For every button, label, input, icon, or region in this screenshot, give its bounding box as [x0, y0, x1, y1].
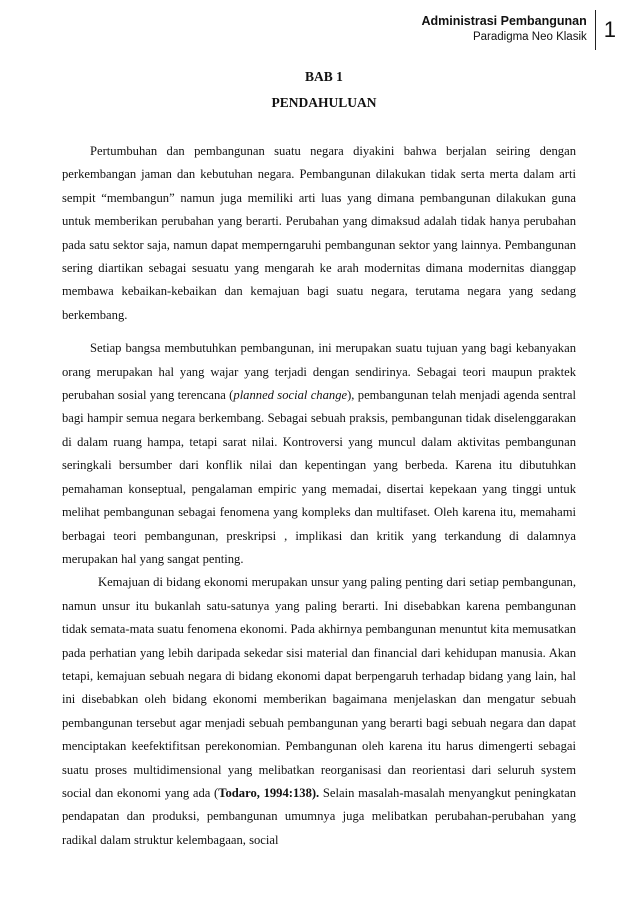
- paragraph-2: [62, 337, 576, 571]
- chapter-heading: [0, 64, 638, 116]
- header-subtitle: Paradigma Neo Klasik: [472, 31, 587, 43]
- paragraph-1: Pertumbuhan dan pembangunan suatu negara diyakini bahwa berjalan seiring dengan perkembangan jaman dan kebutuhan negara. Pembangunan dilakukan tidak serta merta dalam arti sempit “membangun” namun juga memiliki arti luas yang dimana pembangunan dilakukan guna untuk memberikan perubahan yang berarti. Perubahan yang dimaksud adalah tidak hanya perubahan pada satu sektor saja, namun dapat memperngaruhi pembangunan sektor yang lainnya. Pembangunan sering diartikan sebagai sesuatu yang mengarah ke arah modernitas dimana modernitas dianggap membawa kebaikan-kebaikan dan kemajuan bagi suatu negara, terutama negara yang sedang berkembang.: [62, 144, 576, 322]
- paragraph-3-citation: Todaro, 1994:138).: [218, 785, 320, 800]
- paragraph-3: [62, 571, 576, 852]
- chapter-title: PENDAHULUAN: [271, 95, 377, 110]
- paragraph-3-text-b: Selain masalah-masalah menyangkut peningkatan pendapatan dan produksi, pembangunan umumnya juga melibatkan perubahan-perubahan yang radikal dalam struktur kelembagaan, social: [62, 785, 576, 847]
- running-header: [421, 10, 616, 50]
- chapter-number: BAB 1: [305, 69, 343, 84]
- paragraph-2-text-a: Setiap bangsa membutuhkan pembangunan, ini merupakan suatu tujuan yang bagi kebanyakan orang merupakan hal yang wajar yang terjadi dengan sendirinya. Sebagai teori maupun praktek perubahan sosial yang terencana (: [62, 341, 576, 403]
- paragraph-2-italic-term: planned social change: [233, 388, 348, 403]
- paragraph-3-text-a: Kemajuan di bidang ekonomi merupakan unsur yang paling penting dari setiap pembangunan, namun unsur itu bukanlah satu-satunya yang paling berarti. Ini disebabkan karena pembangunan tidak semata-mata suatu fenomena ekonomi. Pada akhirnya pembangunan menuntut kita memusatkan pada perhatian yang lebih daripada sekedar sisi material dan financial dari kehidupan manusia. Akan tetapi, kemajuan sebuah negara di bidang ekonomi dapat berpengaruh terhadap bidang yang lain, hal ini disebabkan oleh bidang ekonomi memberikan bagaimana menjelaskan dan mengatur sebuah pembangunan tersebut agar menjadi sebuah pembangunan yang berarti bagi sebuah negara dan dapat menciptakan keefektifitsan perekonomian. Pembangunan oleh karena itu harus dimengerti sebagai suatu proses multidimensional yang melibatkan reorganisasi dan reorientasi dari seluruh system social dan ekonomi yang ada (: [62, 575, 576, 800]
- paragraph-2-text-b: ), pembangunan telah menjadi agenda sentral bagi hampir semua negara berkembang. Sebagai sebuah praksis, pembangunan tidak diselenggarakan di dalam ruang hampa, tetapi sarat nilai. Kontroversi yang muncul dalam aktivitas pembangunan seringkali bersumber dari konflik nilai dan kepentingan yang berbeda. Karena itu dibutuhkan pemahaman konseptual, pengalaman empiric yang memadai, disertai kepekaan yang tinggi untuk melihat pembangunan sebagai fenomena yang kompleks dan multifaset. Oleh karena itu, memahami berbagai teori pembangunan, preskripsi , implikasi dan kritik yang terkandung di dalamnya merupakan hal yang sangat penting.: [62, 388, 577, 566]
- page-number: 1: [603, 17, 616, 42]
- body-text: [62, 140, 576, 852]
- header-titles: [421, 10, 595, 50]
- header-book-title: Administrasi Pembangunan: [421, 14, 587, 28]
